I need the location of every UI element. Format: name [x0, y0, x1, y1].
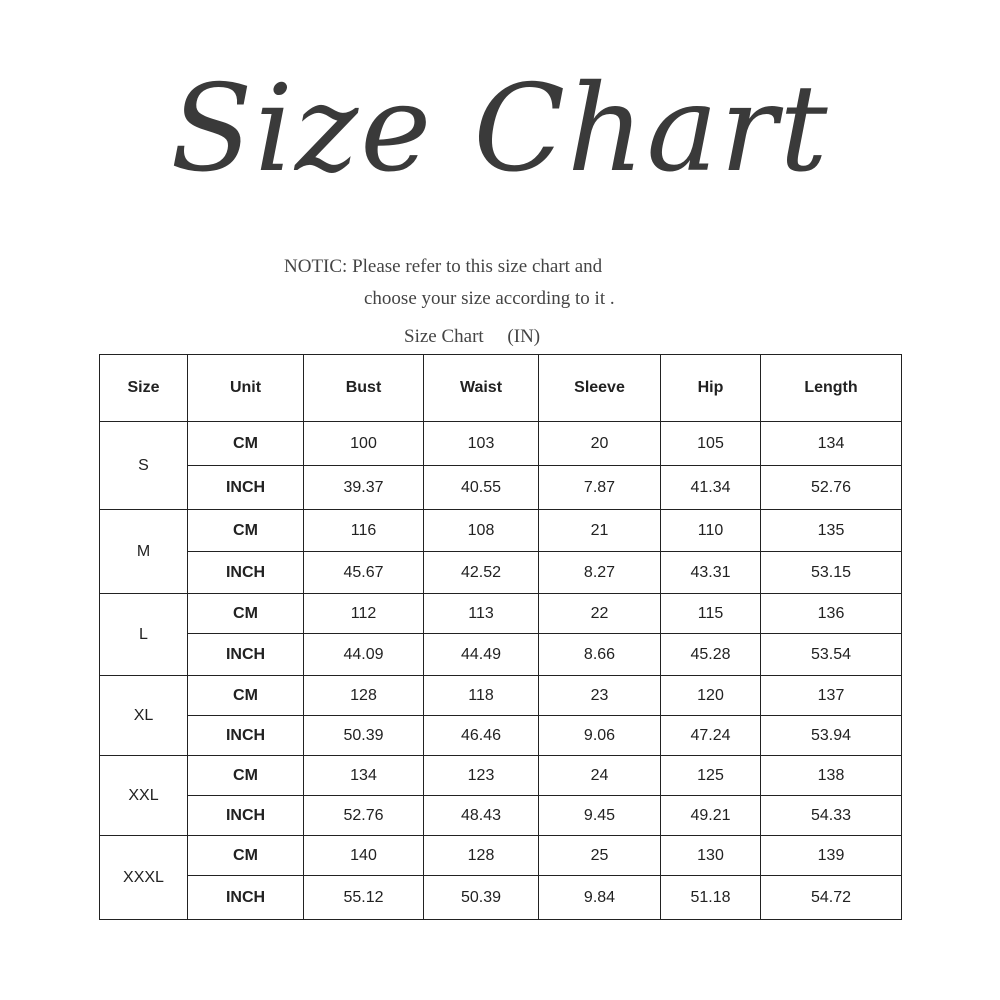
sleeve-cell: 7.87 — [539, 466, 661, 510]
length-cell: 53.15 — [761, 552, 902, 594]
size-cell-l: L — [100, 594, 188, 676]
unit-cell: CM — [188, 756, 304, 796]
hip-cell: 130 — [661, 836, 761, 876]
length-cell: 136 — [761, 594, 902, 634]
waist-cell: 103 — [424, 422, 539, 466]
length-cell: 53.94 — [761, 716, 902, 756]
length-cell: 54.33 — [761, 796, 902, 836]
table-row — [100, 552, 902, 594]
table-row — [100, 836, 902, 876]
bust-cell: 128 — [304, 676, 424, 716]
hip-cell: 45.28 — [661, 634, 761, 676]
page-title: Size Chart — [170, 60, 830, 199]
bust-cell: 39.37 — [304, 466, 424, 510]
length-cell: 52.76 — [761, 466, 902, 510]
sleeve-cell: 9.06 — [539, 716, 661, 756]
hip-cell: 47.24 — [661, 716, 761, 756]
bust-cell: 44.09 — [304, 634, 424, 676]
bust-cell: 50.39 — [304, 716, 424, 756]
unit-cell: CM — [188, 510, 304, 552]
hip-cell: 125 — [661, 756, 761, 796]
bust-cell: 52.76 — [304, 796, 424, 836]
hip-cell: 110 — [661, 510, 761, 552]
table-row — [100, 756, 902, 796]
unit-cell: INCH — [188, 876, 304, 920]
waist-cell: 50.39 — [424, 876, 539, 920]
hip-cell: 105 — [661, 422, 761, 466]
table-row — [100, 716, 902, 756]
waist-cell: 42.52 — [424, 552, 539, 594]
table-row — [100, 876, 902, 920]
waist-cell: 48.43 — [424, 796, 539, 836]
waist-cell: 46.46 — [424, 716, 539, 756]
header-bust: Bust — [304, 355, 424, 422]
sleeve-cell: 23 — [539, 676, 661, 716]
table-row — [100, 796, 902, 836]
length-cell: 139 — [761, 836, 902, 876]
length-cell: 137 — [761, 676, 902, 716]
waist-cell: 118 — [424, 676, 539, 716]
bust-cell: 45.67 — [304, 552, 424, 594]
header-size: Size — [100, 355, 188, 422]
header-sleeve: Sleeve — [539, 355, 661, 422]
unit-cell: INCH — [188, 552, 304, 594]
length-cell: 54.72 — [761, 876, 902, 920]
sleeve-cell: 8.27 — [539, 552, 661, 594]
hip-cell: 43.31 — [661, 552, 761, 594]
length-cell: 138 — [761, 756, 902, 796]
waist-cell: 40.55 — [424, 466, 539, 510]
size-cell-m: M — [100, 510, 188, 594]
size-cell-xxl: XXL — [100, 756, 188, 836]
table-row — [100, 466, 902, 510]
unit-cell: CM — [188, 422, 304, 466]
waist-cell: 108 — [424, 510, 539, 552]
table-row — [100, 634, 902, 676]
hip-cell: 41.34 — [661, 466, 761, 510]
header-waist: Waist — [424, 355, 539, 422]
table-subtitle: Size Chart (IN) — [404, 326, 541, 347]
bust-cell: 112 — [304, 594, 424, 634]
unit-cell: CM — [188, 836, 304, 876]
size-cell-xl: XL — [100, 676, 188, 756]
sleeve-cell: 21 — [539, 510, 661, 552]
notice-line-1: NOTIC: Please refer to this size chart and — [284, 256, 603, 277]
bust-cell: 134 — [304, 756, 424, 796]
size-cell-xxxl: XXXL — [100, 836, 188, 920]
hip-cell: 115 — [661, 594, 761, 634]
waist-cell: 128 — [424, 836, 539, 876]
length-cell: 53.54 — [761, 634, 902, 676]
hip-cell: 49.21 — [661, 796, 761, 836]
header-length: Length — [761, 355, 902, 422]
table-row — [100, 510, 902, 552]
table-row — [100, 676, 902, 716]
sleeve-cell: 24 — [539, 756, 661, 796]
bust-cell: 55.12 — [304, 876, 424, 920]
hip-cell: 51.18 — [661, 876, 761, 920]
header-hip: Hip — [661, 355, 761, 422]
waist-cell: 123 — [424, 756, 539, 796]
header-unit: Unit — [188, 355, 304, 422]
size-cell-s: S — [100, 422, 188, 510]
sleeve-cell: 20 — [539, 422, 661, 466]
size-table — [99, 354, 902, 920]
unit-cell: INCH — [188, 466, 304, 510]
waist-cell: 113 — [424, 594, 539, 634]
table-row — [100, 422, 902, 466]
bust-cell: 116 — [304, 510, 424, 552]
sleeve-cell: 22 — [539, 594, 661, 634]
sleeve-cell: 8.66 — [539, 634, 661, 676]
table-header-row — [100, 355, 902, 422]
length-cell: 135 — [761, 510, 902, 552]
unit-cell: INCH — [188, 716, 304, 756]
length-cell: 134 — [761, 422, 902, 466]
sleeve-cell: 9.45 — [539, 796, 661, 836]
hip-cell: 120 — [661, 676, 761, 716]
bust-cell: 100 — [304, 422, 424, 466]
sleeve-cell: 9.84 — [539, 876, 661, 920]
unit-cell: CM — [188, 676, 304, 716]
waist-cell: 44.49 — [424, 634, 539, 676]
unit-cell: CM — [188, 594, 304, 634]
sleeve-cell: 25 — [539, 836, 661, 876]
unit-cell: INCH — [188, 796, 304, 836]
bust-cell: 140 — [304, 836, 424, 876]
notice-line-2: choose your size according to it . — [364, 288, 615, 309]
table-row — [100, 594, 902, 634]
unit-cell: INCH — [188, 634, 304, 676]
